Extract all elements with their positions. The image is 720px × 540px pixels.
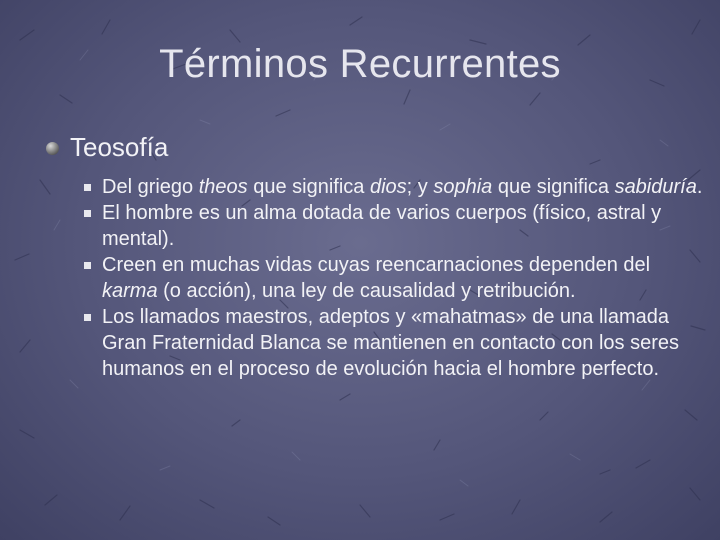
topic-label: Teosofía <box>70 132 169 162</box>
bullet-item <box>84 200 704 252</box>
bullet-text <box>102 252 704 304</box>
bullet-list <box>84 174 704 382</box>
bullet-text-run: Creen en muchas vidas cuyas reencarnaciones dependen del <box>102 254 651 276</box>
bullet-text <box>102 304 704 382</box>
bullet-text <box>102 174 704 200</box>
square-bullet-icon <box>84 210 91 217</box>
square-bullet-icon <box>84 314 91 321</box>
sphere-bullet-icon <box>46 142 59 155</box>
italic-term: karma <box>102 280 158 302</box>
italic-term: dios <box>369 176 407 198</box>
bullet-text-run: Los llamados maestros, adeptos y «mahatmas» de una llamada Gran Fraternidad Blanca se mantienen en contacto con los seres humanos en el proceso de evolución hacia el hombre perfecto. <box>102 306 679 380</box>
bullet-text-run: ; y <box>406 176 434 198</box>
italic-term: sophia <box>433 176 493 198</box>
bullet-text-run: . <box>696 176 703 198</box>
bullet-item <box>84 304 704 382</box>
bullet-text-run: que significa <box>492 176 615 198</box>
bullet-text-run: El hombre es un alma dotada de varios cuerpos (físico, astral y mental). <box>102 202 662 250</box>
square-bullet-icon <box>84 184 91 191</box>
square-bullet-icon <box>84 262 91 269</box>
bullet-item <box>84 252 704 304</box>
bullet-text-run: que significa <box>247 176 370 198</box>
bullet-item <box>84 174 704 200</box>
italic-term: sabiduría <box>614 176 697 198</box>
italic-term: theos <box>198 176 248 198</box>
bullet-text-run: (o acción), una ley de causalidad y retribución. <box>157 280 576 302</box>
bullet-text-run: Del griego <box>102 176 199 198</box>
slide-title: Términos Recurrentes <box>159 42 561 86</box>
bullet-text <box>102 200 704 252</box>
